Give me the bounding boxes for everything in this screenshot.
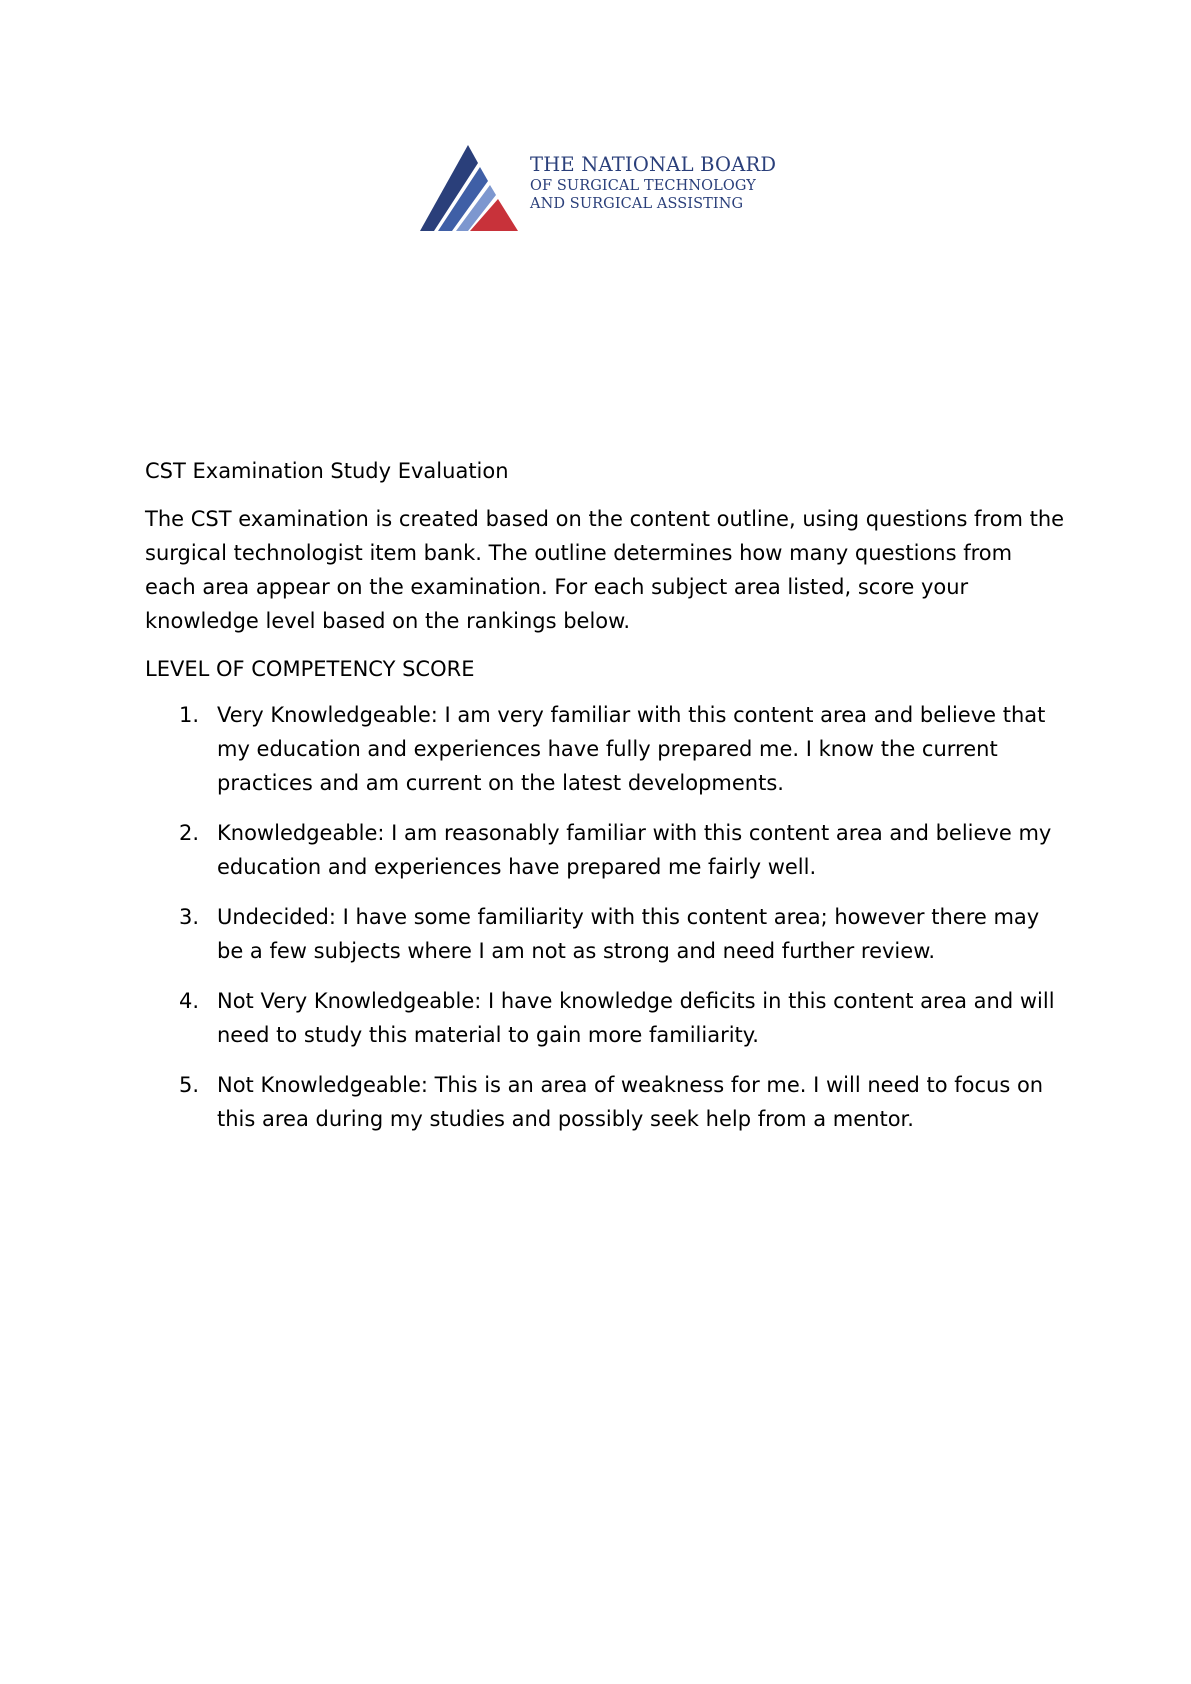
competency-level-item [145,984,1065,1052]
nbstsa-logo [420,143,780,233]
competency-level-text: Very Knowledgeable: I am very familiar with this content area and believe that my education and experiences have fully prepared me. I know the current practices and am current on the latest developments. [217,703,1046,795]
document-body [145,454,1065,1152]
triangle-logo-icon [420,143,520,233]
list-number: 3. [179,905,200,929]
competency-level-text: Not Very Knowledgeable: I have knowledge deficits in this content area and will need to study this material to gain more familiarity. [217,989,1055,1047]
logo-wordmark [530,153,776,213]
competency-level-text: Not Knowledgeable: This is an area of weakness for me. I will need to focus on this area during my studies and possibly seek help from a mentor. [217,1073,1044,1131]
competency-level-item [145,900,1065,968]
intro-paragraph: The CST examination is created based on the content outline, using questions from the surgical technologist item bank. The outline determines how many questions from each area appear on the examination. For each subject area listed, score your knowledge level based on the rankings below. [145,507,1065,633]
document-title: CST Examination Study Evaluation [145,459,509,483]
competency-level-text: Knowledgeable: I am reasonably familiar with this content area and believe my education and experiences have prepared me fairly well. [217,821,1052,879]
list-number: 5. [179,1073,200,1097]
logo-line-1: THE NATIONAL BOARD [530,153,777,176]
competency-level-text: Undecided: I have some familiarity with this content area; however there may be a few subjects where I am not as strong and need further review. [217,905,1040,963]
competency-level-item [145,816,1065,884]
list-number: 2. [179,821,200,845]
list-number: 4. [179,989,200,1013]
list-number: 1. [179,703,200,727]
logo-line-3: AND SURGICAL ASSISTING [530,196,744,212]
competency-heading: LEVEL OF COMPETENCY SCORE [145,657,475,681]
competency-level-item [145,1068,1065,1136]
competency-level-list [145,698,1065,1136]
competency-level-item [145,698,1065,800]
logo-line-2: OF SURGICAL TECHNOLOGY [530,178,756,194]
